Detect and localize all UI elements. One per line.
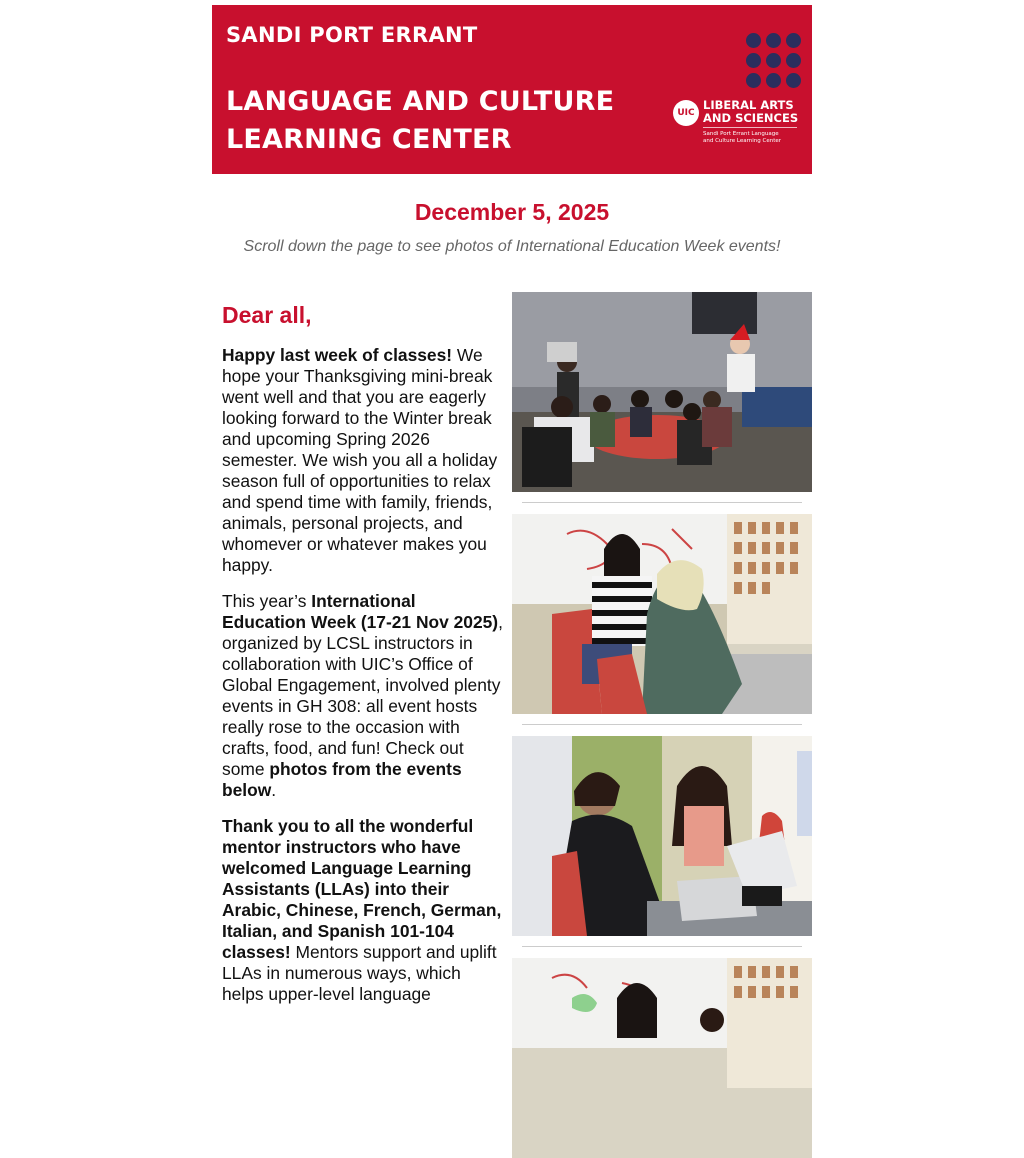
- mentors-highlight: Thank you to all the wonderful mentor instructors who have welcomed Language Learning Assistants (LLAs) into their Arabic, Chinese, French, German, Italian, and Spanish 101-104 classes!: [222, 816, 502, 962]
- intro-text: We hope your Thanksgiving mini-break went well and that you are eagerly looking forward to the Winter break and upcoming Spring 2026 semester. We wish you all a holiday season full of opportunities to relax and spend time with family, friends, animals, personal projects, and whomever or whatever makes you happy.: [222, 345, 498, 575]
- iew-text-e: .: [271, 780, 277, 800]
- newsletter-date: December 5, 2025: [414, 199, 610, 225]
- college-name: [703, 99, 798, 125]
- iew-text-c: , organized by LCSL instructors in collaboration with UIC’s Office of Global Engagement, involved plenty events in GH 308: all event hosts really rose to the occasion with crafts, food, and fun! Check out some: [222, 612, 503, 779]
- photo-column: [512, 292, 812, 1158]
- college-subtitle: [703, 131, 781, 145]
- conversation-table-photo: [512, 514, 812, 714]
- college-name-line2: AND SCIENCES: [703, 111, 799, 125]
- photos-highlight: photos from the events below: [222, 759, 462, 800]
- greeting: Dear all,: [222, 302, 312, 328]
- iew-text-a: This year’s: [222, 591, 312, 611]
- center-name-line1: LANGUAGE AND CULTURE: [226, 86, 615, 117]
- whiteboard-event-photo: [512, 958, 812, 1158]
- center-name: [226, 83, 614, 159]
- org-name: SANDI PORT ERRANT: [226, 23, 478, 47]
- paragraph-intro: [222, 345, 504, 576]
- laptop-conversation-photo: [512, 736, 812, 936]
- college-subtitle-line2: and Culture Learning Center: [703, 138, 782, 144]
- newsletter-subtitle: Scroll down the page to see photos of International Education Week events!: [243, 238, 781, 255]
- college-divider: [703, 127, 797, 128]
- photo-divider: [522, 502, 802, 503]
- iew-highlight: International Education Week (17-21 Nov 2025): [222, 591, 499, 632]
- letter-body: [222, 300, 504, 1020]
- photo-divider: [522, 946, 802, 947]
- holiday-party-photo: [512, 292, 812, 492]
- photo-divider: [522, 724, 802, 725]
- header-banner: [212, 5, 812, 174]
- paragraph-iew: [222, 591, 504, 801]
- college-subtitle-line1: Sandi Port Errant Language: [703, 131, 779, 137]
- uic-logo: UIC: [673, 100, 699, 126]
- mentors-text: Mentors support and uplift LLAs in numerous ways, which helps upper-level language: [222, 942, 497, 1004]
- paragraph-mentors: [222, 816, 504, 1005]
- dot-grid-icon: [746, 33, 806, 93]
- college-name-line1: LIBERAL ARTS: [703, 98, 794, 112]
- center-name-line2: LEARNING CENTER: [226, 124, 512, 155]
- intro-highlight: Happy last week of classes!: [222, 345, 453, 365]
